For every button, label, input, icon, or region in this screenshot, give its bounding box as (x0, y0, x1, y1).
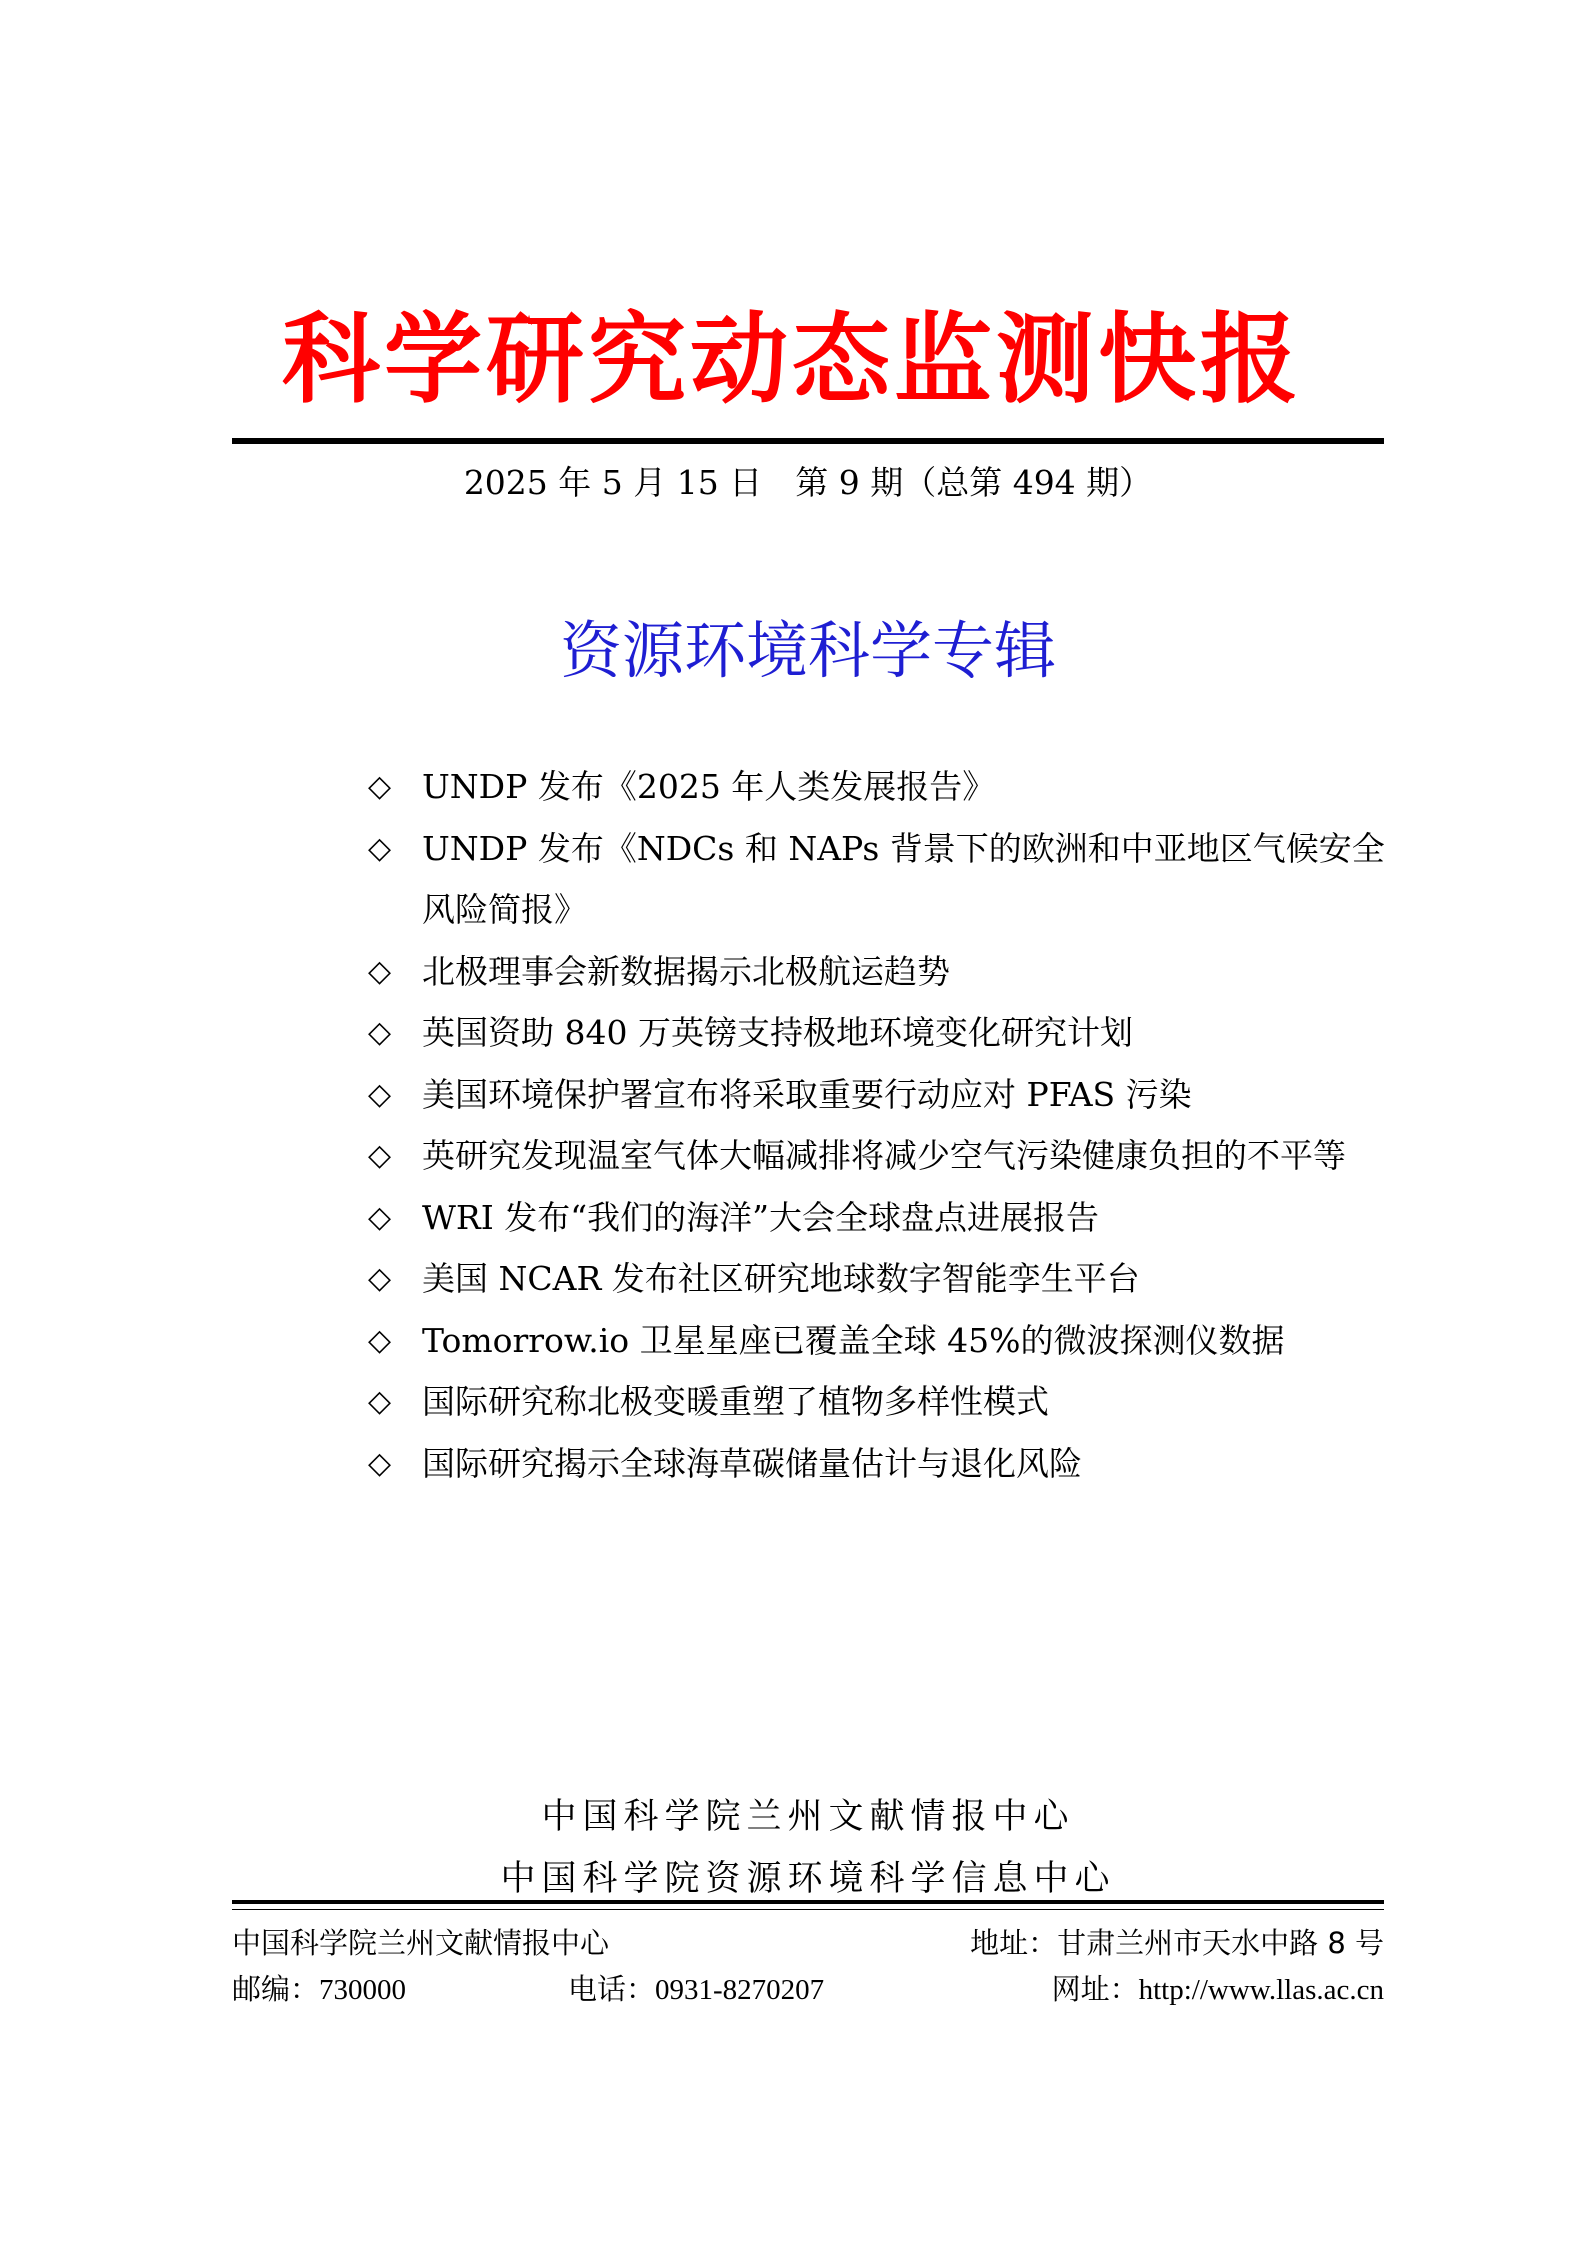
diamond-bullet-icon: ◇ (368, 1384, 392, 1419)
footer-address: 地址：甘肃兰州市天水中路 8 号 (970, 1926, 1384, 1960)
toc-item-title: 国际研究揭示全球海草碳储量估计与退化风险 (422, 1443, 1082, 1483)
toc-item-title: 美国 NCAR 发布社区研究地球数字智能孪生平台 (422, 1259, 1140, 1298)
issue-line: 2025 年 5 月 15 日 第 9 期（总第 494 期） (463, 463, 1153, 502)
toc-item-title: 美国环境保护署宣布将采取重要行动应对 PFAS 污染 (422, 1074, 1192, 1114)
diamond-bullet-icon: ◇ (368, 1322, 392, 1358)
toc-item-title: Tomorrow.io 卫星星座已覆盖全球 45%的微波探测仪数据 (422, 1320, 1285, 1360)
toc-item[interactable] (368, 1002, 1398, 1064)
diamond-bullet-icon: ◇ (368, 1199, 392, 1235)
table-of-contents (368, 756, 1398, 1494)
toc-item[interactable] (368, 818, 1398, 941)
postcode-label: 邮编： (232, 1972, 320, 2006)
toc-item-title: 英国资助 840 万英镑支持极地环境变化研究计划 (422, 1013, 1133, 1052)
toc-item-title: 国际研究称北极变暖重塑了植物多样性模式 (422, 1382, 1049, 1421)
toc-item[interactable] (368, 941, 1398, 1003)
diamond-bullet-icon: ◇ (368, 1261, 392, 1296)
footer-website (1052, 1968, 1384, 2011)
diamond-bullet-icon: ◇ (368, 1445, 392, 1481)
toc-item[interactable] (368, 1371, 1398, 1433)
toc-item[interactable] (368, 1310, 1398, 1372)
postcode-value: 730000 (319, 1974, 407, 2006)
toc-item-title: WRI 发布“我们的海洋”大会全球盘点进展报告 (422, 1197, 1100, 1237)
diamond-bullet-icon: ◇ (368, 1015, 392, 1050)
toc-item-title: UNDP 发布《NDCs 和 NAPs 背景下的欧洲和中亚地区气候安全风险简报》 (422, 828, 1385, 929)
toc-item[interactable] (368, 1187, 1398, 1249)
publisher-name: 中国科学院兰州文献情报中心 (541, 1797, 1075, 1837)
toc-item[interactable] (368, 1064, 1398, 1126)
toc-item[interactable] (368, 756, 1398, 818)
footer-postcode (232, 1968, 406, 2011)
diamond-bullet-icon: ◇ (368, 1138, 392, 1173)
toc-item[interactable] (368, 1125, 1398, 1187)
toc-item-title: 北极理事会新数据揭示北极航运趋势 (422, 951, 950, 991)
phone-label: 电话： (568, 1972, 656, 2006)
toc-item-title: 英研究发现温室气体大幅减排将减少空气污染健康负担的不平等 (422, 1136, 1346, 1175)
toc-item-title: UNDP 发布《2025 年人类发展报告》 (422, 767, 996, 806)
diamond-bullet-icon: ◇ (368, 830, 392, 866)
footer (232, 1922, 1384, 2014)
publisher-block (232, 1786, 1384, 1910)
website-label: 网址： (1051, 1972, 1139, 2006)
special-issue-title: 资源环境科学专辑 (559, 614, 1056, 687)
header-rule (232, 438, 1384, 444)
toc-item[interactable] (368, 1248, 1398, 1310)
diamond-bullet-icon: ◇ (368, 769, 392, 804)
diamond-bullet-icon: ◇ (368, 953, 392, 989)
footer-org: 中国科学院兰州文献情报中心 (232, 1926, 610, 1960)
toc-item[interactable] (368, 1433, 1398, 1495)
diamond-bullet-icon: ◇ (368, 1076, 392, 1112)
website-link[interactable]: http://www.llas.ac.cn (1138, 1974, 1384, 2006)
publisher-name: 中国科学院资源环境科学信息中心 (500, 1859, 1116, 1899)
phone-value: 0931-8270207 (655, 1974, 825, 2006)
masthead-title: 科学研究动态监测快报 (281, 302, 1302, 417)
footer-phone (568, 1968, 824, 2011)
footer-rule (232, 1900, 1384, 1910)
